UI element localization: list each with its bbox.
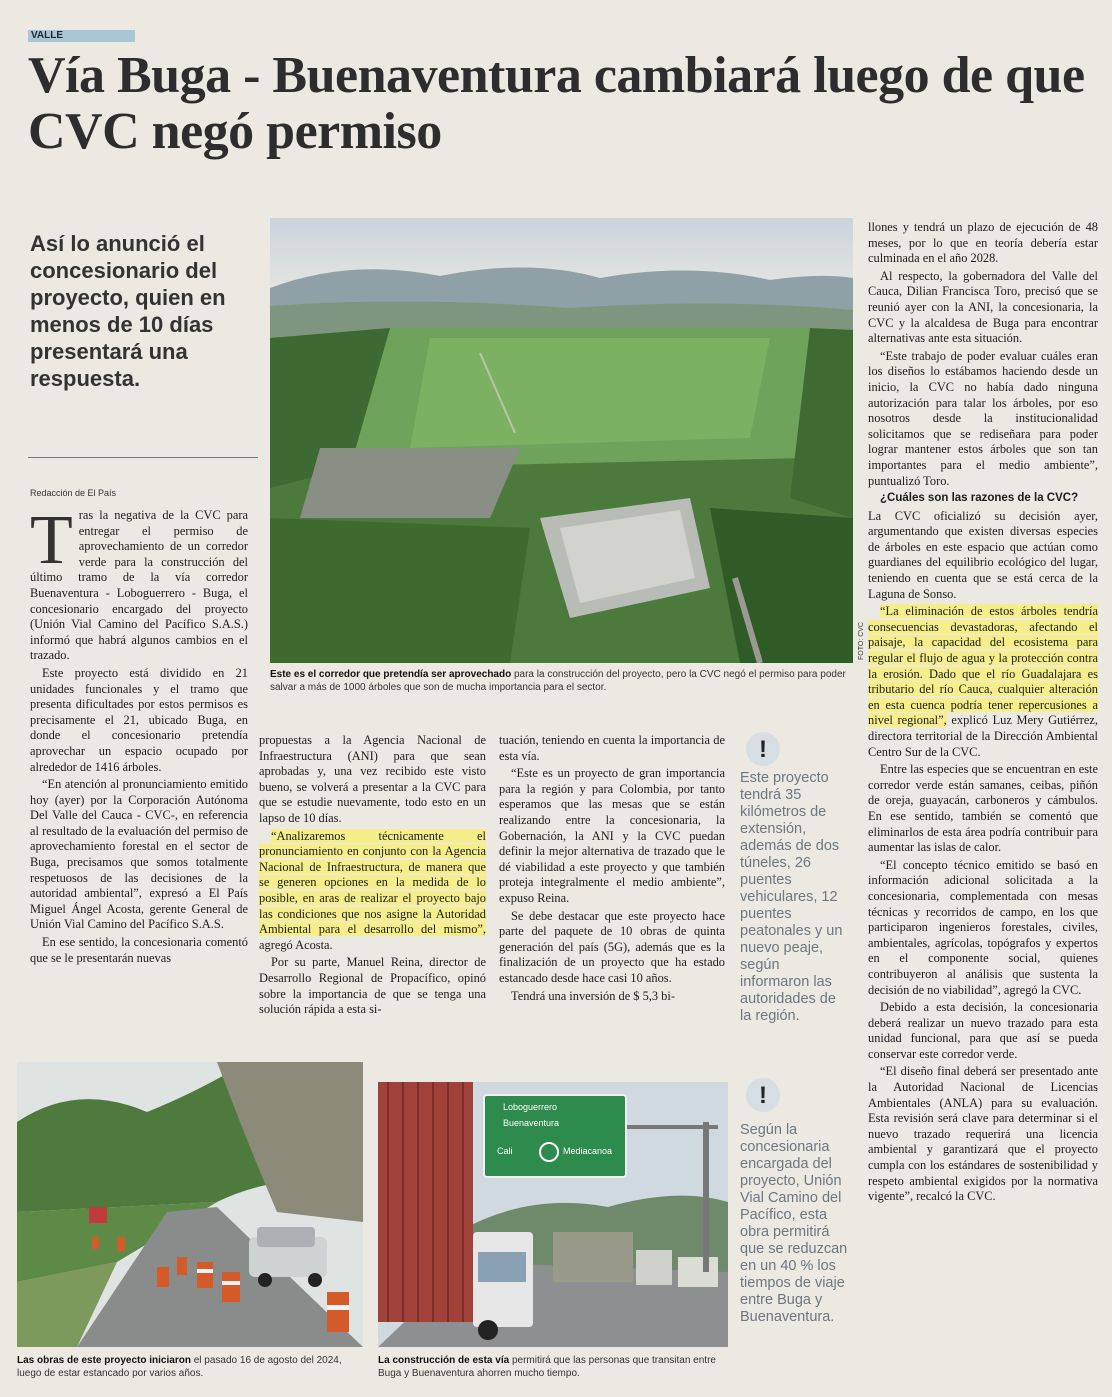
headline: Vía Buga - Buenaventura cambiará luego de que CVC negó permiso xyxy=(28,47,1085,160)
col4-p9: “El diseño final deberá ser presentado ante la Autoridad Nacional de Licencias Ambientales (ANLA) para su evaluación. Esta revisión será clave para determinar si el nuevo trazado requerirá una licencia ambiental y garantizará que el proyecto cumpla con los estándares de sostenibilidad y respeto ambiental exigidos por la normativa vigente”, recalcó la CVC. xyxy=(868,1064,1098,1204)
road-sign-left: Cali xyxy=(497,1146,513,1156)
road-sign-line2: Buenaventura xyxy=(503,1118,560,1128)
col2-quote-attrib: agregó Acosta. xyxy=(259,937,333,952)
col3-p1: tuación, teniendo en cuenta la importancia de esta vía. xyxy=(499,733,725,763)
article-column-3 xyxy=(499,733,725,1006)
dropcap: T xyxy=(30,502,73,579)
road-sign-right: Mediacanoa xyxy=(563,1146,613,1156)
trucks-caption-bold: La construcción de esta vía xyxy=(378,1355,510,1366)
roadworks-caption-bold: Las obras de este proyecto iniciaron xyxy=(17,1355,191,1366)
trucks-photo xyxy=(378,1082,728,1347)
sidebar-note-1: Este proyecto tendrá 35 kilómetros de extensión, además de dos túneles, 26 puentes vehiculares, 12 puentes peatonales y un nuevo peaje, según informaron las autoridades de la región. xyxy=(740,770,843,1024)
aerial-photo xyxy=(270,218,853,663)
roadworks-caption xyxy=(17,1354,367,1380)
trucks-caption-text: permitirá que las personas que transitan entre Buga y Buenaventura ahorren mucho tiempo. xyxy=(378,1355,716,1379)
col1-p1: ras la negativa de la CVC para entregar el permiso de aprovechamiento de un corredor verde para la construcción del último tramo de la vía corredor Buenaventura - Loboguerrero - Buga, el concesionario encargado del proyecto (Unión Vial Camino del Pacífico S.A.S.) informó que habrá algunos cambios en el trazado. xyxy=(30,508,248,663)
col1-p4: En ese sentido, la concesionaria comentó que se le presentarán nuevas xyxy=(30,935,248,965)
col4-quote-attrib: explicó Luz Mery Gutiérrez, directora territorial de la Dirección Ambiental Centro Sur de la CVC. xyxy=(868,713,1098,759)
section-tag: VALLE xyxy=(28,30,135,42)
roadworks-photo xyxy=(17,1062,363,1347)
road-sign-line1: Loboguerrero xyxy=(503,1102,558,1112)
col1-p3: “En atención al pronunciamiento emitido hoy (ayer) por la Corporación Autónoma Del Valle del Cauca - CVC-, en referencia al resultado de la evaluación del permiso de aprovechamiento forestal en el sector de Buga, precisamos que somos totalmente respetuosos de las decisiones de la autoridad ambiental”, expresó a El País Miguel Ángel Acosta, gerente General de Unión Vial Camino del Pacífico S.A.S. xyxy=(30,777,248,932)
col2-quote-highlight: “Analizaremos técnicamente el pronunciamiento en conjunto con la Agencia Nacional de Infraestructura, de manera que se generen opciones en la medida de lo posible, en aras de realizar el proyecto bajo las condiciones que nos asigne la Autoridad Ambiental para el desarrollo del mismo”, xyxy=(259,828,486,937)
col4-p8: Debido a esta decisión, la concesionaria deberá realizar un nuevo trazado para esta unidad funcional, para que así se pueda conservar este corredor verde. xyxy=(868,1000,1098,1061)
col3-p2: “Este es un proyecto de gran importancia para la región y para Colombia, por tanto esperamos que las mesas que se están realizando entre la concesionaria, la Gobernación, la ANI y la CVC puedan definir la mejor alternativa de trazado que le dé viabilidad a este proyecto y que también proteja integralmente el medio ambiente”, expuso Reina. xyxy=(499,766,725,905)
col4-p7: “El concepto técnico emitido se basó en información adicional solicitada a la concesionaria, complementada con mesas técnicas y recorridos de campo, en los que participaron ingenieros forestales, civiles, ambientales, agrícolas, topógrafos y expertos en el componente social, quienes contribuyeron al análisis que sustenta la decisión de no viabilidad”, agregó la CVC. xyxy=(868,857,1098,997)
info-exclamation-icon: ! xyxy=(746,732,780,766)
main-caption-bold: Este es el corredor que pretendía ser aprovechado xyxy=(270,669,512,680)
byline: Redacción de El País xyxy=(30,488,117,498)
col4-quote-highlight: “La eliminación de estos árboles tendría consecuencias devastadoras, afectando el paisaje, la capacidad del ecosistema para regular el flujo de agua y la protección contra la erosión. Dado que el río Guadalajara es tributario del río Cauca, cualquier alteración en esta cuenca podría tener repercusiones a nivel regional”, xyxy=(868,604,1098,728)
col4-p3: “Este trabajo de poder evaluar cuáles eran los diseños lo estábamos haciendo desde un inicio, la CVC no había dado ninguna autorización para talar los árboles, por eso nosotros desde la institucionalidad solicitamos que se rediseñara para poder lograr mantener estos árboles que son tan importantes para el medio ambiente”, puntualizó Toro. xyxy=(868,348,1098,488)
col4-p1: llones y tendrá un plazo de ejecución de 48 meses, por lo que en teoría debería estar culminada en el año 2028. xyxy=(868,220,1098,266)
col4-p4: La CVC oficializó su decisión ayer, argumentando que existen diversas especies de árboles en este espacio que actúan como guardianes del equilibrio ecológico del lugar, teniendo en cuenta que se está cerca de la Laguna de Sonso. xyxy=(868,508,1098,601)
subhead-razones: ¿Cuáles son las razones de la CVC? xyxy=(880,492,1079,505)
col1-p2: Este proyecto está dividido en 21 unidades funcionales y el tramo que presenta dificultades por estos permisos es precisamente el 21, ubicado Buga, en donde el concesionario pretendía aprovechar un espacio ocupado por alrededor de 1416 árboles. xyxy=(30,665,248,774)
sidebar-note-2: Según la concesionaria encargada del proyecto, Unión Vial Camino del Pacífico, esta obra permitirá que se reduzcan en un 40 % los tiempos de viaje entre Buga y Buenaventura. xyxy=(740,1122,848,1325)
article-column-4 xyxy=(868,220,1098,1207)
deck: Así lo anunció el concesionario del proyecto, quien en menos de 10 días presentará una respuesta. xyxy=(30,231,226,391)
col4-p2: Al respecto, la gobernadora del Valle del Cauca, Dilian Francisca Toro, precisó que se reunió ayer con la ANI, la concesionaria, la CVC y la alcaldesa de Buga para encontrar alternativas ante esta situación. xyxy=(868,268,1098,346)
road-sign-roundabout-icon xyxy=(539,1142,559,1162)
main-caption-text: para la construcción del proyecto, pero la CVC negó el permiso para poder salvar a más de 1000 árboles que son de mucha importancia para el sector. xyxy=(270,669,846,693)
deck-divider xyxy=(28,457,258,458)
col3-p3: Se debe destacar que este proyecto hace parte del paquete de 10 obras de quinta generación del país (5G), además que es la finalización de un proyecto que ha estado estancado desde hace casi 10 años. xyxy=(499,908,725,985)
roadworks-caption-text: el pasado 16 de agosto del 2024, luego de estar estancado por varios años. xyxy=(17,1355,342,1379)
col2-p1: propuestas a la Agencia Nacional de Infraestructura (ANI) para que sean aprobadas y, una vez recibido este visto bueno, se volverá a presentar a la CVC para que se estudie nuevamente, todo esto en un lapso de 10 días. xyxy=(259,733,486,825)
trucks-caption xyxy=(378,1354,728,1380)
photo-credit: FOTO: CVC xyxy=(858,622,865,660)
info-exclamation-icon-2: ! xyxy=(746,1078,780,1112)
article-column-1 xyxy=(30,502,248,968)
col3-p4: Tendrá una inversión de $ 5,3 bi- xyxy=(511,988,675,1003)
article-column-2 xyxy=(259,733,486,1020)
road-sign xyxy=(483,1094,627,1178)
main-photo-caption xyxy=(270,668,855,694)
col4-p6: Entre las especies que se encuentran en este corredor verde están samanes, ceibas, piñón de oreja, guayacán, carboneros y cámbulos. En ese sentido, también se comentó que eliminarlos de esta área podría contribuir para aumentar las islas de calor. xyxy=(868,762,1098,855)
roadworks-illustration xyxy=(17,1062,363,1347)
col2-p3: Por su parte, Manuel Reina, director de Desarrollo Regional de Propacífico, opinó sobre la importancia de que se tenga una solución rápida a esta si- xyxy=(259,955,486,1017)
aerial-photo-illustration xyxy=(270,218,853,663)
